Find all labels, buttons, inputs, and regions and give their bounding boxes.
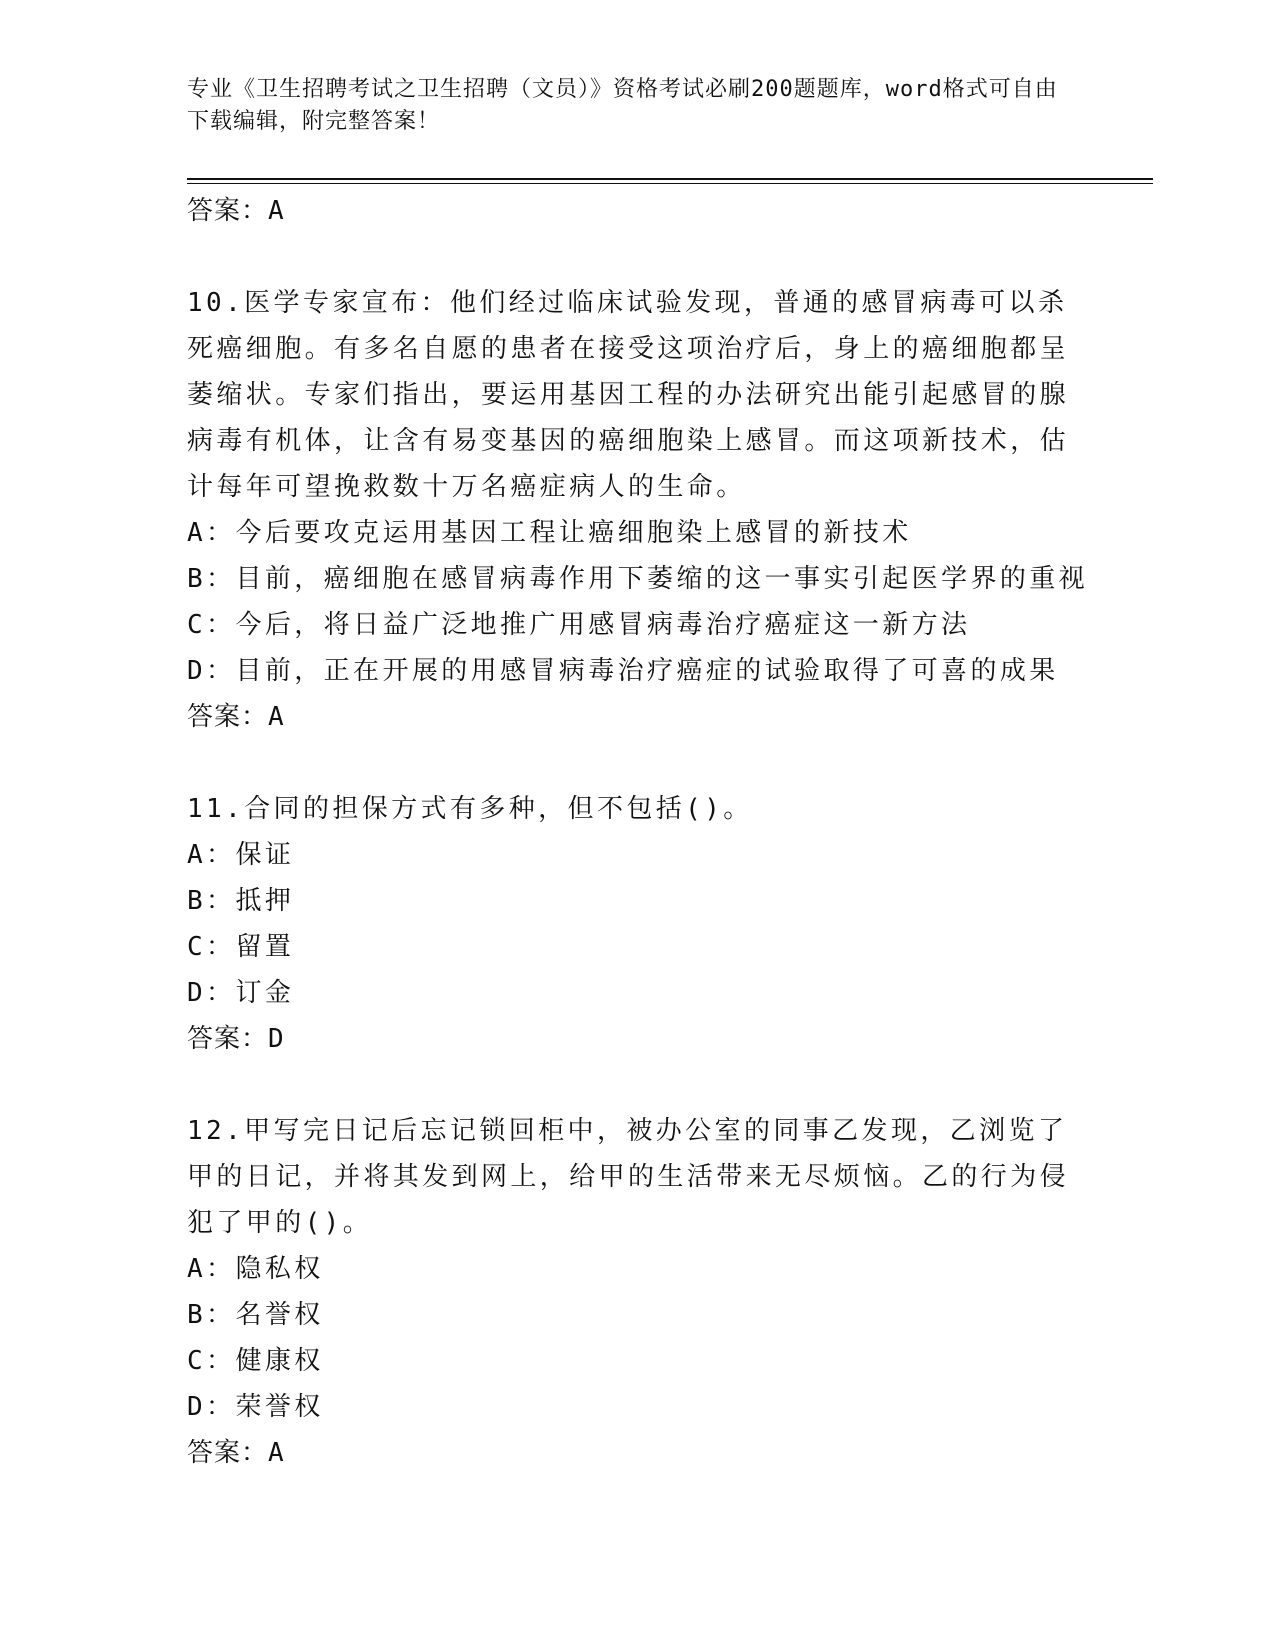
option-b: B：目前，癌细胞在感冒病毒作用下萎缩的这一事实引起医学界的重视	[187, 564, 1089, 594]
answer-line: 答案：A	[187, 1438, 285, 1468]
spacer	[187, 234, 1087, 280]
answer-line: 答案：A	[187, 702, 285, 732]
option-d: D：订金	[187, 978, 295, 1008]
option-d: D：荣誉权	[187, 1392, 324, 1422]
option-list	[187, 1246, 1087, 1430]
option-a: A：保证	[187, 840, 295, 870]
question-12	[187, 1108, 1087, 1476]
question-content	[187, 188, 1087, 1476]
option-c: C：健康权	[187, 1346, 324, 1376]
option-a: A：今后要攻克运用基因工程让癌细胞染上感冒的新技术	[187, 518, 912, 548]
question-stem: 10.医学专家宣布：他们经过临床试验发现，普通的感冒病毒可以杀死癌细胞。有多名自愿的患者在接受这项治疗后，身上的癌细胞都呈萎缩状。专家们指出，要运用基因工程的办法研究出能引起感冒的腺病毒有机体，让含有易变基因的癌细胞染上感冒。而这项新技术，估计每年可望挽救数十万名癌症病人的生命。	[187, 288, 1070, 502]
previous-answer: 答案：A	[187, 196, 285, 226]
option-list	[187, 510, 1087, 694]
spacer	[187, 1062, 1087, 1108]
question-stem: 11.合同的担保方式有多种，但不包括()。	[187, 794, 753, 824]
option-b: B：抵押	[187, 886, 295, 916]
option-d: D：目前，正在开展的用感冒病毒治疗癌症的试验取得了可喜的成果	[187, 656, 1059, 686]
header-rule-thick	[187, 178, 1153, 180]
option-b: B：名誉权	[187, 1300, 324, 1330]
option-a: A：隐私权	[187, 1254, 324, 1284]
option-c: C：留置	[187, 932, 295, 962]
spacer	[187, 740, 1087, 786]
question-stem: 12.甲写完日记后忘记锁回柜中，被办公室的同事乙发现，乙浏览了甲的日记，并将其发到网上，给甲的生活带来无尽烦恼。乙的行为侵犯了甲的()。	[187, 1116, 1070, 1238]
header-rule-thin	[187, 183, 1153, 184]
question-10	[187, 280, 1087, 740]
page-header: 专业《卫生招聘考试之卫生招聘（文员）》资格考试必刷200题题库，word格式可自由下载编辑，附完整答案！	[187, 77, 1058, 134]
answer-line: 答案：D	[187, 1024, 285, 1054]
option-list	[187, 832, 1087, 1016]
question-11	[187, 786, 1087, 1062]
option-c: C：今后，将日益广泛地推广用感冒病毒治疗癌症这一新方法	[187, 610, 971, 640]
